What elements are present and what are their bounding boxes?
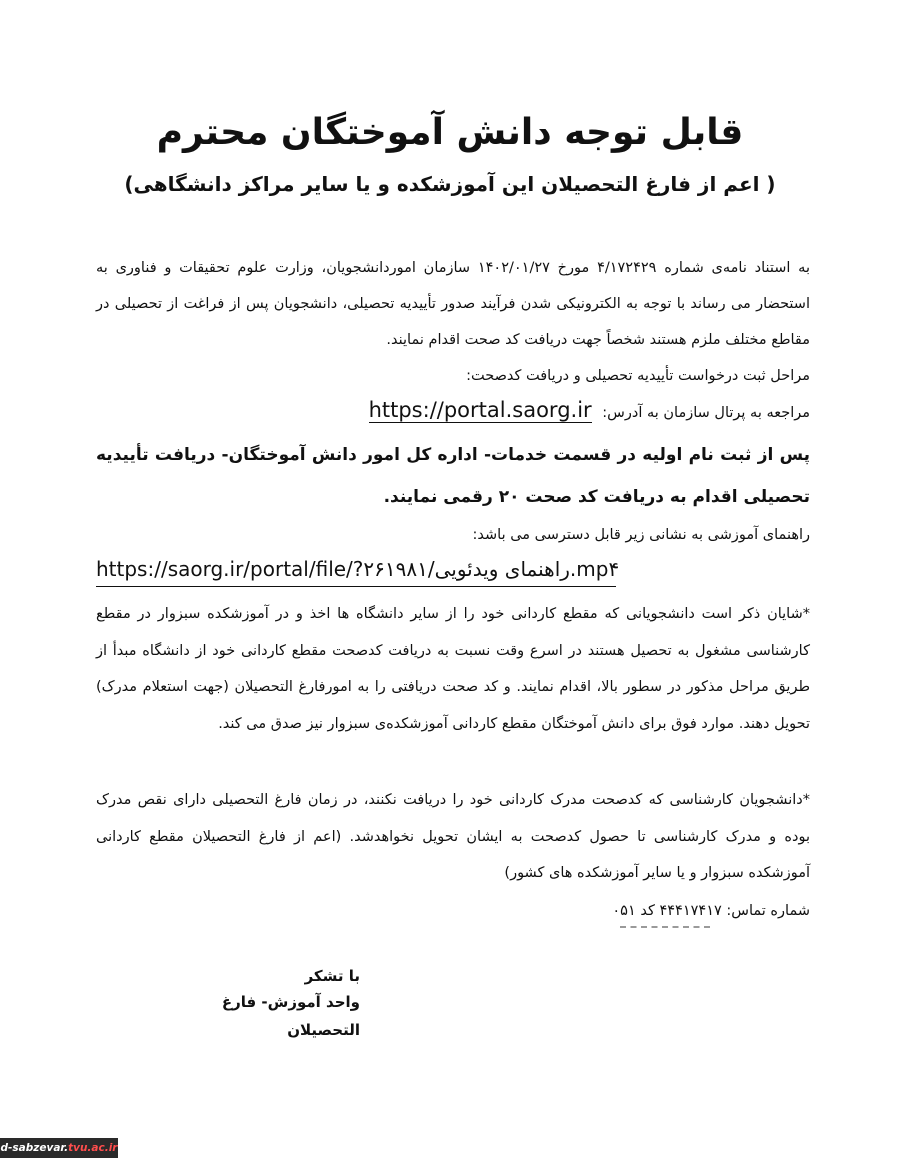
note-associate-degree: *شایان ذکر است دانشجویانی که مقطع کاردانی خود را از سایر دانشگاه ها اخذ و در آموزشکده سبزوار در مقطع کارشناسی مشغول به تحصیل هستند در اسرع وقت نسبت به دریافت کدصحت مقطع کاردانی خود از دانشگاه مبدأ از طریق مراحل مذکور در سطور بالا، اقدام نمایند. و کد صحت دریافتی را به امورفارغ التحصیلان (جهت استعلام مدرک) تحویل دهند. موارد فوق برای دانش آموختگان مقطع کاردانی آموزشکده‌ی سبزوار نیز صدق می کند. [96, 606, 810, 732]
site-watermark [0, 1138, 118, 1158]
watermark-prefix: d-sabzevar. [0, 1142, 69, 1154]
portal-url-link[interactable]: https://portal.saorg.ir [368, 398, 592, 422]
steps-heading: مراحل ثبت درخواست تأییدیه تحصیلی و دریافت کدصحت: [466, 368, 810, 384]
contact-number: شماره تماس: ۴۴۴۱۷۴۱۷ کد ۰۵۱ [612, 903, 810, 919]
note-bachelor-students: *دانشجویان کارشناسی که کدصحت مدرک کاردانی خود را دریافت نکنند، در زمان فارغ التحصیلی دارای نقص مدرک بوده و مدرک کارشناسی تا حصول کدصحت به ایشان تحویل نخواهدشد. (اعم از فارغ التحصیلان مقطع کاردانی آموزشکده سبزوار و یا سایر آموزشکده های کشور) [96, 792, 810, 881]
page-subtitle: ( اعم از فارغ التحصیلان این آموزشکده و یا سایر مراکز دانشگاهی) [124, 172, 776, 196]
guide-url-link[interactable]: https://saorg.ir/portal/file/?۲۶۱۹۸۱/راهنمای ویدئویی.mp۴ [96, 552, 616, 587]
portal-prefix: مراجعه به پرتال سازمان به آدرس: [602, 405, 810, 421]
watermark-accent: tvu.ac.ir [68, 1142, 118, 1154]
page-title: قابل توجه دانش آموختگان محترم [156, 112, 744, 153]
faint-divider [620, 926, 710, 928]
registration-instructions: پس از ثبت نام اولیه در قسمت خدمات- اداره کل امور دانش آموختگان- دریافت تأییدیه تحصیلی اقدام به دریافت کد صحت ۲۰ رقمی نمایند. [96, 445, 810, 507]
portal-line [96, 394, 810, 429]
thanks-line: با تشکر [304, 967, 360, 985]
intro-paragraph: به استناد نامه‌ی شماره ۴/۱۷۲۴۲۹ مورخ ۱۴۰۲/۰۱/۲۷ سازمان اموردانشجویان، وزارت علوم تحقیقات و فناوری به استحضار می رساند با توجه به الکترونیکی شدن فرآیند صدور تأییدیه تحصیلی، دانشجویان پس از فراغت از تحصیلی در مقاطع مختلف ملزم هستند شخصاً جهت دریافت کد صحت اقدام نمایند. [96, 260, 810, 348]
guide-text: راهنمای آموزشی به نشانی زیر قابل دسترسی می باشد: [472, 527, 810, 543]
signature-unit: واحد آموزش- فارغ التحصیلان [221, 993, 360, 1039]
